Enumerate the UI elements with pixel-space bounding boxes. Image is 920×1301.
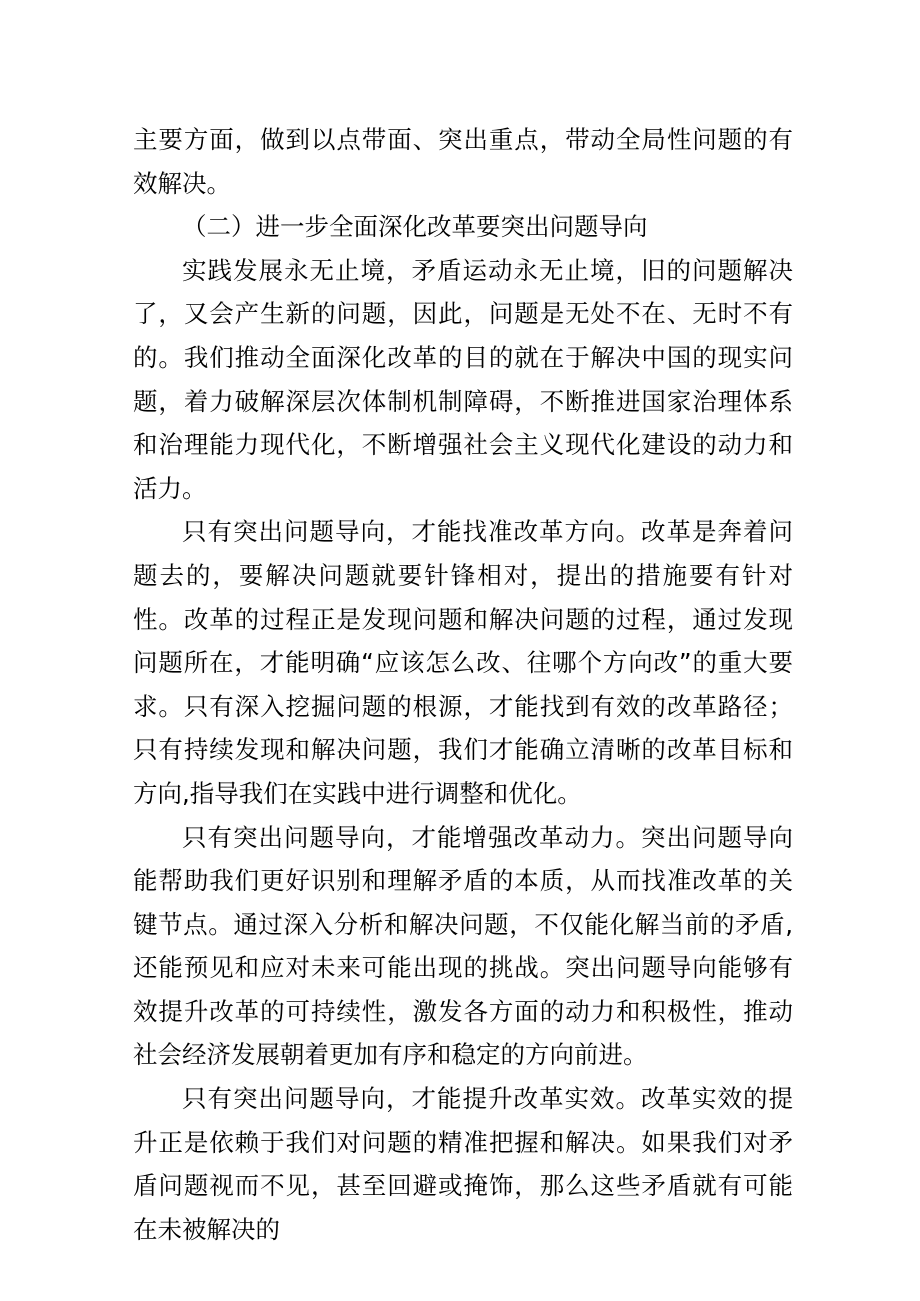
continuation-paragraph: 主要方面，做到以点带面、突出重点，带动全局性问题的有效解决。 bbox=[133, 125, 793, 198]
body-paragraph: 只有突出问题导向，才能增强改革动力。突出问题导向能帮助我们更好识别和理解矛盾的本质，从而找准改革的关键节点。通过深入分析和解决问题，不仅能化解当前的矛盾,还能预见和应对未来可能出现的挑战。突出问题导向能够有效提升改革的可持续性，激发各方面的动力和积极性，推动社会经济发展朝着更加有序和稳定的方向前进。 bbox=[133, 822, 793, 1070]
body-paragraph: 只有突出问题导向，才能提升改革实效。改革实效的提升正是依赖于我们对问题的精准把握和解决。如果我们对矛盾问题视而不见，甚至回避或掩饰，那么这些矛盾就有可能在未被解决的 bbox=[133, 1084, 793, 1244]
document-body bbox=[133, 118, 793, 1251]
section-heading: （二）进一步全面深化改革要突出问题导向 bbox=[182, 212, 648, 242]
body-paragraph: 只有突出问题导向，才能找准改革方向。改革是奔着问题去的，要解决问题就要针锋相对，提出的措施要有针对性。改革的过程正是发现问题和解决问题的过程，通过发现问题所在，才能明确“应该怎么改、往哪个方向改”的重大要求。只有深入挖掘问题的根源，才能找到有效的改革路径；只有持续发现和解决问题，我们才能确立清晰的改革目标和方向,指导我们在实践中进行调整和优化。 bbox=[133, 517, 793, 808]
body-paragraph: 实践发展永无止境，矛盾运动永无止境，旧的问题解决了，又会产生新的问题，因此，问题是无处不在、无时不有的。我们推动全面深化改革的目的就在于解决中国的现实问题，着力破解深层次体制机制障碍，不断推进国家治理体系和治理能力现代化，不断增强社会主义现代化建设的动力和活力。 bbox=[133, 255, 793, 503]
